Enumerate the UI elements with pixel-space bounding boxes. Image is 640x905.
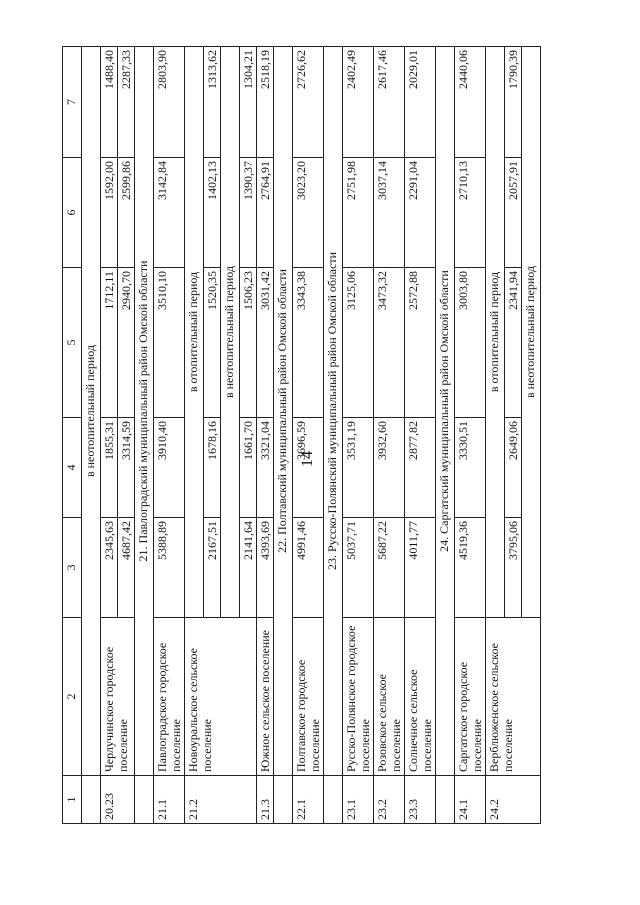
- column-header: 2: [63, 618, 82, 776]
- value-cell: 2287,33: [118, 47, 135, 158]
- column-header: 3: [63, 518, 82, 618]
- value-cell: 2710,13: [455, 158, 486, 268]
- header-row: [63, 47, 82, 824]
- value-cell: 4991,46: [293, 518, 324, 618]
- value-cell: 2649,06: [505, 418, 522, 518]
- value-cell: 3910,40: [154, 418, 185, 518]
- table-row: [374, 47, 405, 824]
- value-cell: 4393,69: [257, 518, 274, 618]
- table-row: [293, 47, 324, 824]
- value-cell: 2167,51: [204, 518, 221, 618]
- settlement-name: Павлоградское городское поселение: [154, 618, 185, 776]
- table-row: [455, 47, 486, 824]
- value-cell: 2141,64: [240, 518, 257, 618]
- value-cell: 2940,70: [118, 268, 135, 418]
- value-cell: 2764,91: [257, 158, 274, 268]
- blank-cell: [82, 776, 101, 824]
- row-code: 21.1: [154, 776, 185, 824]
- value-cell: 2877,82: [405, 418, 436, 518]
- row-code: 24.1: [455, 776, 486, 824]
- value-cell: 2617,46: [374, 47, 405, 158]
- district-row: [324, 47, 343, 824]
- rotated-table-container: [62, 47, 604, 824]
- value-cell: 2518,19: [257, 47, 274, 158]
- period-label: в отопительный период: [185, 47, 204, 618]
- row-code: 23.2: [374, 776, 405, 824]
- settlement-name: Полтавское городское поселение: [293, 618, 324, 776]
- value-cell: 3125,06: [343, 268, 374, 418]
- period-row: [82, 47, 101, 824]
- value-cell: 4519,36: [455, 518, 486, 618]
- value-cell: 3330,51: [455, 418, 486, 518]
- row-code: 21.3: [257, 776, 274, 824]
- value-cell: 3510,10: [154, 268, 185, 418]
- table-body: [82, 47, 541, 824]
- settlement-name: Розовское сельское поселение: [374, 618, 405, 776]
- row-code: 23.1: [343, 776, 374, 824]
- blank-cell: [324, 776, 343, 824]
- row-code: 23.3: [405, 776, 436, 824]
- value-cell: 2402,49: [343, 47, 374, 158]
- district-title: 24. Саргатский муниципальный район Омской области: [436, 47, 455, 776]
- value-cell: 2440,06: [455, 47, 486, 158]
- value-cell: 3023,20: [293, 158, 324, 268]
- value-cell: 2291,04: [405, 158, 436, 268]
- value-cell: 1304,21: [240, 47, 257, 158]
- value-cell: 2572,88: [405, 268, 436, 418]
- table-row: [154, 47, 185, 824]
- period-row: [185, 47, 204, 824]
- settlement-name: Черлучинское городское поселение: [101, 618, 135, 776]
- value-cell: 1855,31: [101, 418, 118, 518]
- value-cell: 1402,13: [204, 158, 221, 268]
- settlement-name: Новоуральское сельское поселение: [185, 618, 257, 776]
- value-cell: 1313,62: [204, 47, 221, 158]
- value-cell: 2751,98: [343, 158, 374, 268]
- value-cell: 4687,42: [118, 518, 135, 618]
- column-header: 6: [63, 158, 82, 268]
- column-header: 5: [63, 268, 82, 418]
- settlement-name: Саргатское городское поселение: [455, 618, 486, 776]
- value-cell: 2345,63: [101, 518, 118, 618]
- blank-cell: [436, 776, 455, 824]
- value-cell: 1790,39: [505, 47, 522, 158]
- value-cell: 2599,86: [118, 158, 135, 268]
- district-row: [436, 47, 455, 824]
- period-row: [486, 47, 505, 824]
- value-cell: 3037,14: [374, 158, 405, 268]
- value-cell: 5037,71: [343, 518, 374, 618]
- value-cell: 1520,35: [204, 268, 221, 418]
- table-row: [101, 47, 118, 824]
- settlement-name: Южное сельское поселение: [257, 618, 274, 776]
- period-label: в неотопительный период: [522, 47, 541, 618]
- value-cell: 1390,37: [240, 158, 257, 268]
- table-row: [343, 47, 374, 824]
- value-cell: 5388,89: [154, 518, 185, 618]
- value-cell: 3932,60: [374, 418, 405, 518]
- value-cell: 3473,32: [374, 268, 405, 418]
- table-row: [405, 47, 436, 824]
- value-cell: 2341,94: [505, 268, 522, 418]
- value-cell: 1712,11: [101, 268, 118, 418]
- value-cell: 3696,59: [293, 418, 324, 518]
- district-row: [274, 47, 293, 824]
- value-cell: 3314,59: [118, 418, 135, 518]
- value-cell: 2803,90: [154, 47, 185, 158]
- page-number: 14: [299, 451, 316, 467]
- blank-cell: [135, 776, 154, 824]
- value-cell: 2057,91: [505, 158, 522, 268]
- value-cell: 3795,06: [505, 518, 522, 618]
- value-cell: 4011,77: [405, 518, 436, 618]
- value-cell: 3003,80: [455, 268, 486, 418]
- value-cell: 5687,22: [374, 518, 405, 618]
- column-header: 4: [63, 418, 82, 518]
- table-row: [257, 47, 274, 824]
- value-cell: 1592,00: [101, 158, 118, 268]
- settlement-name: Солнечное сельское поселение: [405, 618, 436, 776]
- column-header: 1: [63, 776, 82, 824]
- value-cell: 1678,16: [204, 418, 221, 518]
- settlement-name: Русско-Полянское городское поселение: [343, 618, 374, 776]
- tariff-table: [62, 46, 541, 824]
- district-title: 22. Полтавский муниципальный район Омской области: [274, 47, 293, 776]
- value-cell: 3142,84: [154, 158, 185, 268]
- row-code: 22.1: [293, 776, 324, 824]
- value-cell: 3321,04: [257, 418, 274, 518]
- blank-cell: [274, 776, 293, 824]
- district-title: 21. Павлоградский муниципальный район Омской области: [135, 47, 154, 776]
- row-code: 20.23: [101, 776, 135, 824]
- period-label: в неотопительный период: [82, 47, 101, 776]
- value-cell: 2029,01: [405, 47, 436, 158]
- value-cell: 1488,40: [101, 47, 118, 158]
- district-title: 23. Русско-Полянский муниципальный район Омской области: [324, 47, 343, 776]
- settlement-name: Верблюженское сельское поселение: [486, 618, 541, 776]
- value-cell: 1506,23: [240, 268, 257, 418]
- value-cell: 2726,62: [293, 47, 324, 158]
- period-label: в неотопительный период: [221, 47, 240, 618]
- value-cell: 1661,70: [240, 418, 257, 518]
- value-cell: 3031,42: [257, 268, 274, 418]
- row-code: 24.2: [486, 776, 541, 824]
- value-cell: 3343,38: [293, 268, 324, 418]
- column-header: 7: [63, 47, 82, 158]
- district-row: [135, 47, 154, 824]
- value-cell: 3531,19: [343, 418, 374, 518]
- row-code: 21.2: [185, 776, 257, 824]
- period-label: в отопительный период: [486, 47, 505, 618]
